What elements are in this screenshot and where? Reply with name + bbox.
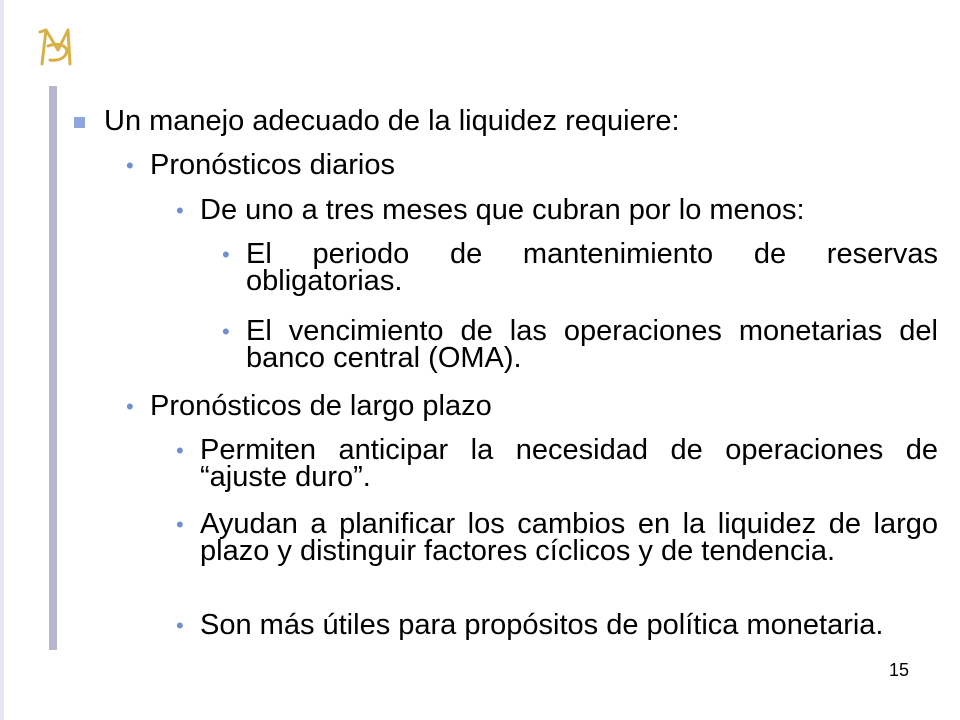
list-item [126, 390, 910, 422]
heading-text: Un manejo adecuado de la liquidez requiere: [104, 105, 680, 137]
dot-bullet-icon: • [176, 512, 184, 537]
list-item-text: El periodo de mantenimiento de reservas obligatorias. [246, 238, 938, 297]
list-item-text: Ayudan a planificar los cambios en la liquidez de largo plazo y distinguir factores cíclicos y de tendencia. [200, 508, 938, 567]
list-item-text: Son más útiles para propósitos de política monetaria. [200, 609, 884, 641]
heading-item [104, 105, 904, 137]
page-number: 15 [888, 660, 910, 680]
dot-bullet-icon: • [222, 242, 230, 267]
dot-bullet-icon: • [176, 438, 184, 463]
square-bullet-icon [74, 117, 85, 128]
list-item-text: El vencimiento de las operaciones monetarias del banco central (OMA). [246, 315, 938, 374]
list-item [176, 609, 938, 641]
dot-bullet-icon: • [126, 153, 134, 178]
list-item-text: Permiten anticipar la necesidad de operaciones de “ajuste duro”. [200, 434, 938, 493]
list-item [176, 194, 920, 226]
dot-bullet-icon: • [126, 394, 134, 419]
list-item [176, 508, 938, 567]
dot-bullet-icon: • [176, 613, 184, 638]
dot-bullet-icon: • [176, 198, 184, 223]
dot-bullet-icon: • [222, 319, 230, 344]
list-item [176, 434, 938, 493]
list-item-text: De uno a tres meses que cubran por lo menos: [200, 194, 805, 226]
list-item [222, 315, 938, 374]
list-item [126, 149, 910, 181]
list-item-text: Pronósticos diarios [150, 149, 395, 181]
list-item [222, 238, 938, 297]
list-item-text: Pronósticos de largo plazo [150, 390, 492, 422]
